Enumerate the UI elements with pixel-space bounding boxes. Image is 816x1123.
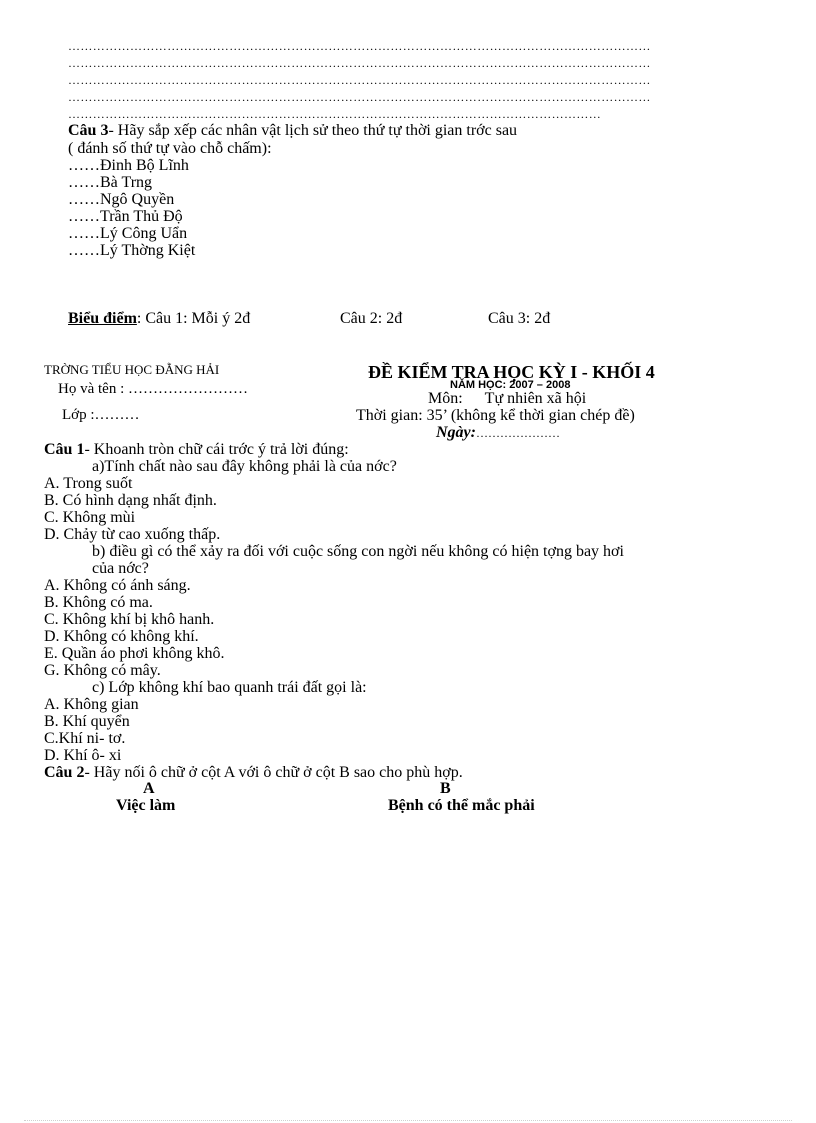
answer-line-3: …………………………………………………………………………………………………………………………… <box>68 74 651 86</box>
exam-duration: Thời gian: 35’ (không kể thời gian chép đề) <box>356 407 635 424</box>
cau3-item: ……Lý Thờng Kiệt <box>68 242 196 259</box>
scoring-cau1: : Câu 1: Mỗi ý 2đ <box>136 310 251 327</box>
cau1-label: Câu 1 <box>44 441 85 458</box>
cau2-question <box>44 765 463 781</box>
option-item: D. Chảy từ cao xuống thấp. <box>44 526 221 543</box>
cau3-item: ……Lý Công Uẩn <box>68 225 188 242</box>
cau3-item: ……Trần Thủ Độ <box>68 208 183 225</box>
option-item: A. Không có ánh sáng. <box>44 577 191 594</box>
cau1-question <box>44 442 349 458</box>
school-year: NĂM HỌC: 2007 – 2008 <box>450 379 571 391</box>
answer-line-2: …………………………………………………………………………………………………………………………… <box>68 57 651 69</box>
option-item: C. Không khí bị khô hanh. <box>44 611 215 628</box>
option-item: B. Khí quyển <box>44 713 130 730</box>
question-a: a)Tính chất nào sau đây không phải là của nớc? <box>92 458 397 475</box>
cau2-text: - Hãy nối ô chữ ở cột A với ô chữ ở cột B sao cho phù hợp. <box>84 764 463 781</box>
scoring-label: Biểu điểm <box>68 310 137 327</box>
cau1-text: - Khoanh tròn chữ cái trớc ý trả lời đúng: <box>84 441 349 458</box>
cau3-label: Câu 3 <box>68 122 109 139</box>
cau3-item: ……Đinh Bộ Lĩnh <box>68 157 189 174</box>
date-dots: ………………… <box>475 426 560 440</box>
date-line <box>436 425 560 441</box>
scoring-cau3: Câu 3: 2đ <box>488 310 551 327</box>
option-item: A. Không gian <box>44 696 139 713</box>
option-item: C. Không mùi <box>44 509 136 526</box>
column-a-letter: A <box>143 780 155 797</box>
exam-title: ĐỀ KIỂM TRA HỌC KỲ I - KHỐI 4 <box>368 362 655 382</box>
option-item: E. Quần áo phơi không khô. <box>44 645 225 662</box>
cau2-label: Câu 2 <box>44 764 85 781</box>
option-item: B. Có hình dạng nhất định. <box>44 492 217 509</box>
scoring-guide <box>68 311 250 327</box>
option-item: D. Khí ô- xi <box>44 747 122 764</box>
subject-line <box>428 391 586 407</box>
column-b-title: Bệnh có thể mắc phải <box>388 797 535 814</box>
date-label: Ngày: <box>436 424 476 441</box>
option-item: G. Không có mây. <box>44 662 161 679</box>
class-line: Lớp :……… <box>62 407 140 423</box>
question-c: c) Lớp không khí bao quanh trái đất gọi là: <box>92 679 367 696</box>
option-item: A. Trong suốt <box>44 475 133 492</box>
school-name: TRỜNG TIỂU HỌC ĐẰNG HẢI <box>44 362 220 377</box>
column-a-title: Việc làm <box>116 797 176 814</box>
question-b: b) điều gì có thể xảy ra đối với cuộc sống con ngời nếu không có hiện tợng bay hơi <box>92 543 624 560</box>
option-item: C.Khí ni- tơ. <box>44 730 126 747</box>
student-name-line: Họ và tên : …………………… <box>58 381 248 397</box>
question-b-cont: của nớc? <box>92 560 149 577</box>
answer-line-5: ………………………………………………………………………………………………………………… <box>68 108 602 120</box>
page-bottom-divider <box>24 1120 792 1121</box>
cau3-item: ……Bà Trng <box>68 174 153 191</box>
cau3-question <box>68 123 517 139</box>
cau3-subtext: ( đánh số thứ tự vào chỗ chấm): <box>68 140 272 157</box>
answer-line-4: …………………………………………………………………………………………………………………………… <box>68 91 651 103</box>
subject-value: Tự nhiên xã hội <box>484 390 587 407</box>
subject-label: Môn: <box>428 390 463 407</box>
cau3-item: ……Ngô Quyền <box>68 191 175 208</box>
answer-line-1: …………………………………………………………………………………………………………………………… <box>68 40 651 52</box>
column-b-letter: B <box>440 780 451 797</box>
option-item: D. Không có không khí. <box>44 628 199 645</box>
cau3-text: - Hãy sắp xếp các nhân vật lịch sử theo thứ tự thời gian trớc sau <box>108 122 518 139</box>
scoring-cau2: Câu 2: 2đ <box>340 310 403 327</box>
option-item: B. Không có ma. <box>44 594 153 611</box>
